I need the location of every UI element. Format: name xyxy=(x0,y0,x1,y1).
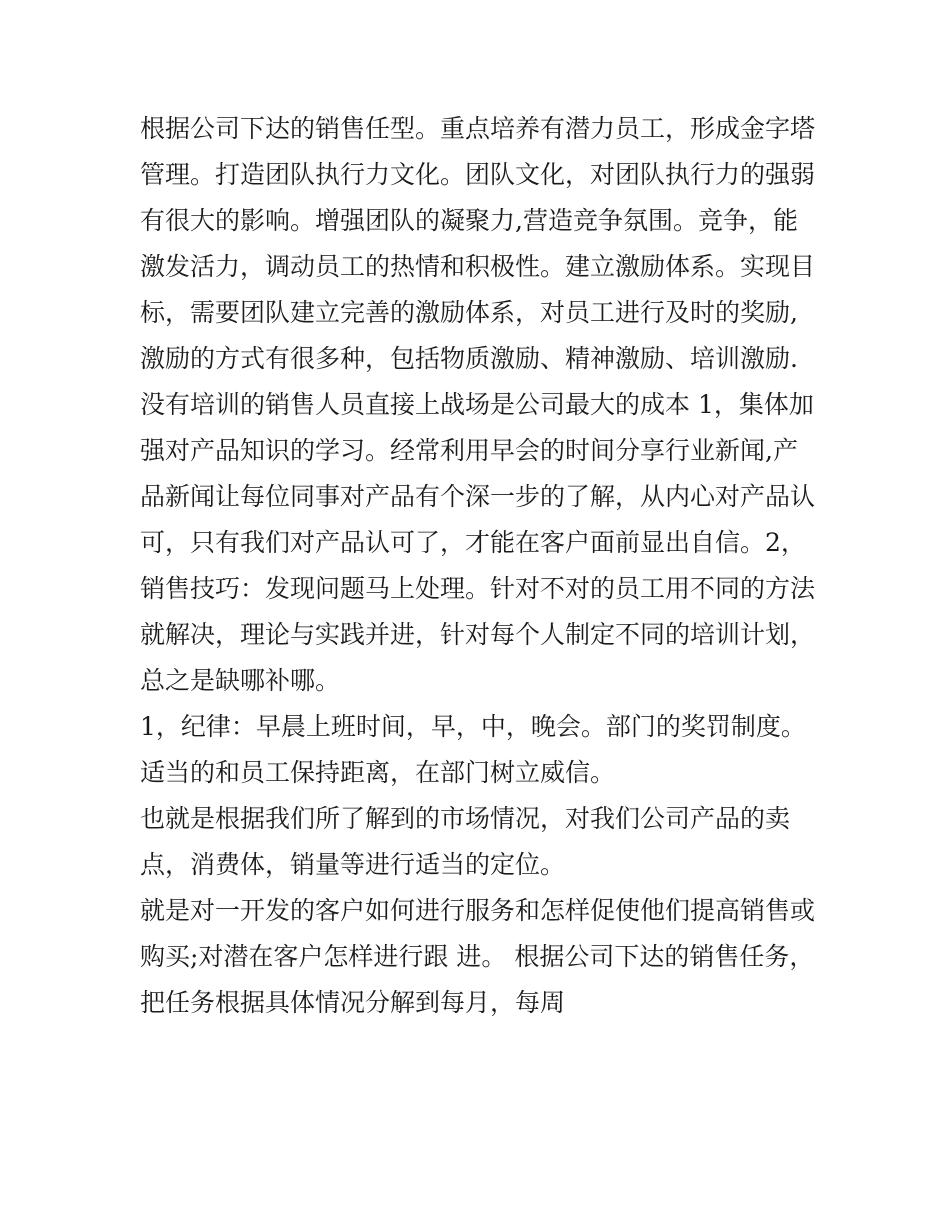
text-line: 点，消费体，销量等进行适当的定位。 xyxy=(140,850,566,879)
text-line: 1，纪律：早晨上班时间，早，中，晚会。部门的奖罚制度。 xyxy=(140,712,806,741)
document-body xyxy=(140,106,820,1026)
text-line: 就解决，理论与实践并进，针对每个人制定不同的培训计划， xyxy=(140,620,816,649)
paragraph-team-management xyxy=(140,106,820,704)
text-line: 激励的方式有很多种，包括物质激励、精神激励、培训激励. xyxy=(140,344,798,373)
text-line: 总之是缺哪补哪。 xyxy=(140,666,341,695)
paragraph-positioning xyxy=(140,796,820,888)
text-line: 销售技巧：发现问题马上处理。针对不对的员工用不同的方法 xyxy=(140,574,816,603)
text-line: 适当的和员工保持距离，在部门树立威信。 xyxy=(140,758,616,787)
text-line: 品新闻让每位同事对产品有个深一步的了解，从内心对产品认 xyxy=(140,482,816,511)
text-line: 可，只有我们对产品认可了，才能在客户面前显出自信。2， xyxy=(140,528,806,557)
text-line: 把任务根据具体情况分解到每月，每周 xyxy=(140,988,566,1017)
text-line: 没有培训的销售人员直接上战场是公司最大的成本 1，集体加 xyxy=(140,390,814,419)
paragraph-customer-service xyxy=(140,888,820,1026)
text-line: 也就是根据我们所了解到的市场情况，对我们公司产品的卖 xyxy=(140,804,791,833)
text-line: 管理。打造团队执行力文化。团队文化，对团队执行力的强弱 xyxy=(140,160,816,189)
text-line: 购买;对潜在客户怎样进行跟 进。 根据公司下达的销售任务， xyxy=(140,942,815,971)
text-line: 激发活力，调动员工的热情和积极性。建立激励体系。实现目 xyxy=(140,252,816,281)
text-line: 根据公司下达的销售任型。重点培养有潜力员工，形成金字塔 xyxy=(140,114,816,143)
text-line: 标，需要团队建立完善的激励体系，对员工进行及时的奖励, xyxy=(140,298,798,327)
text-line: 强对产品知识的学习。经常利用早会的时间分享行业新闻,产 xyxy=(140,436,798,465)
text-line: 就是对一开发的客户如何进行服务和怎样促使他们提高销售或 xyxy=(140,896,816,925)
text-line: 有很大的影响。增强团队的凝聚力,营造竞争氛围。竞争，能 xyxy=(140,206,798,235)
paragraph-discipline xyxy=(140,704,820,796)
